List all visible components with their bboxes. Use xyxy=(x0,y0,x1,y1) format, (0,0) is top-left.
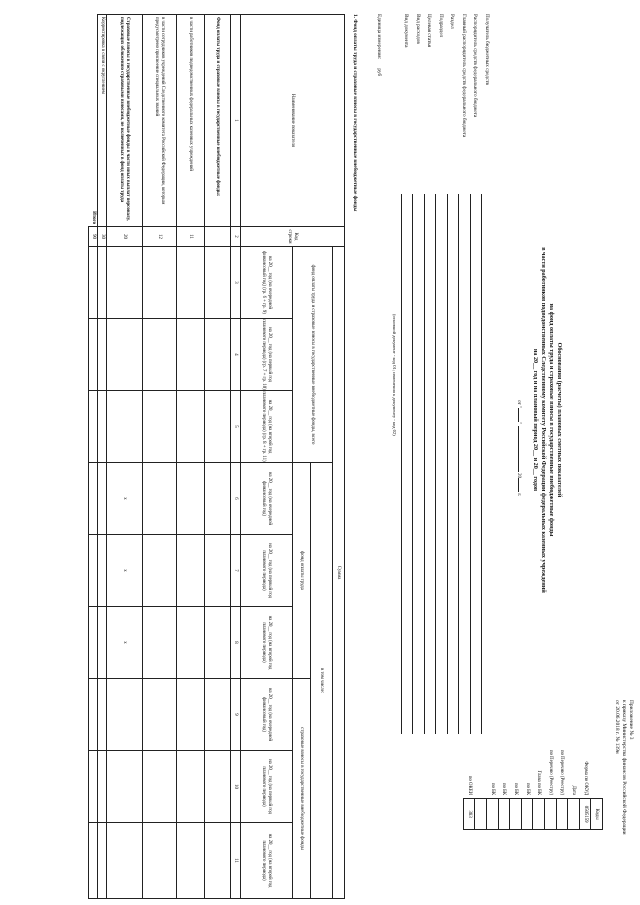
table-row xyxy=(107,15,143,899)
value-cell[interactable] xyxy=(177,679,205,751)
year-header: на 20__ год (на очередной финансовый год) xyxy=(241,463,293,535)
value-cell[interactable] xyxy=(143,463,177,535)
col-number: 10 xyxy=(231,751,241,823)
value-cell[interactable] xyxy=(143,319,177,391)
value-cell[interactable] xyxy=(107,319,143,391)
value-cell[interactable] xyxy=(107,679,143,751)
header-fields xyxy=(392,14,490,734)
code-label: по Перечню (Реестру) xyxy=(547,750,553,796)
title-line: Обоснования (расчеты) плановых сметных показателей xyxy=(556,342,562,498)
date-suffix: г. xyxy=(516,493,522,497)
field-input-line[interactable] xyxy=(470,194,471,734)
value-cell[interactable] xyxy=(107,751,143,823)
appendix-line: от 20.06.2018 г. № 139н xyxy=(614,700,621,754)
value-cell[interactable] xyxy=(98,823,107,899)
header-field xyxy=(421,14,433,734)
field-label: Получатель бюджетных средств xyxy=(484,14,490,85)
col-number: 9 xyxy=(231,679,241,751)
date-year: 20 xyxy=(516,472,522,479)
field-label: Распорядитель средств федерального бюджета xyxy=(472,14,479,118)
header-field xyxy=(456,14,468,734)
field-input-line[interactable] xyxy=(424,194,425,734)
row-name: в части сотрудников учреждений Следственного комитета Российской Федерации, которым предусмотрено присвоение специальных званий xyxy=(143,15,177,227)
field-label: Вид расходов xyxy=(415,14,421,44)
row-code: 11 xyxy=(177,227,205,247)
field-input-line[interactable] xyxy=(482,194,483,734)
row-code: 30 xyxy=(98,227,107,247)
code-label: по Перечню (Реестру) xyxy=(559,750,565,796)
appendix-line: к приказу Министерства финансов Российской Федерации xyxy=(621,700,628,835)
row-code xyxy=(205,227,231,247)
value-cell[interactable] xyxy=(205,679,231,751)
code-label: по БК xyxy=(501,783,507,796)
value-cell[interactable] xyxy=(143,391,177,463)
row-name: в части работников подведомственных федеральных казенных учреждений xyxy=(177,15,205,227)
value-cell[interactable] xyxy=(205,391,231,463)
code-label xyxy=(475,750,487,799)
field-label: Главный распорядитель средств федерального бюджета xyxy=(461,14,467,138)
code-label: Глава по БК xyxy=(536,770,542,796)
appendix-block xyxy=(614,700,634,900)
header-field xyxy=(467,14,479,734)
code-value: 383 xyxy=(463,799,475,830)
col-number: 5 xyxy=(231,391,241,463)
sums-header: Сумма xyxy=(333,247,345,899)
table-row xyxy=(205,15,231,899)
value-cell[interactable] xyxy=(98,751,107,823)
date-line xyxy=(516,400,522,600)
header-field xyxy=(398,14,410,734)
field-label: Подраздел xyxy=(438,14,444,38)
unit-value: руб xyxy=(376,68,382,77)
value-cell[interactable] xyxy=(89,823,98,899)
codes-row xyxy=(568,750,580,830)
value-cell[interactable] xyxy=(98,679,107,751)
group-total-header: фонд оплаты труда и страховые взносы в государственные внебюджетные фонды, всего xyxy=(293,247,333,463)
year-header: на 20__ год (на второй год планового периода) xyxy=(241,823,293,899)
value-cell[interactable] xyxy=(107,247,143,319)
field-label: Целевая статья xyxy=(426,14,433,48)
col-number: 11 xyxy=(231,823,241,899)
year-header: на 20__ год (на второй год планового периода) xyxy=(241,607,293,679)
code-label: Форма по ОКУД xyxy=(582,761,588,796)
field-input-line[interactable] xyxy=(413,194,414,734)
table-row xyxy=(177,15,205,899)
year-header: на 20__ год (на первый год планового периода) xyxy=(241,751,293,823)
row-name: Корректировка в связи с округлением xyxy=(98,15,107,227)
code-label: по ОКЕИ xyxy=(466,775,472,796)
col-number: 8 xyxy=(231,607,241,679)
value-cell[interactable] xyxy=(177,535,205,607)
value-cell[interactable] xyxy=(107,391,143,463)
col-number: 4 xyxy=(231,319,241,391)
value-cell[interactable]: x xyxy=(107,463,143,535)
value-cell[interactable] xyxy=(205,607,231,679)
table-row xyxy=(98,15,107,899)
table-row xyxy=(143,15,177,899)
year-total-header: на 20__ год (на первый год планового периода) (гр. 7 + гр. 10) xyxy=(241,319,293,391)
header-field xyxy=(444,14,456,734)
col-number: 3 xyxy=(231,247,241,319)
value-cell[interactable] xyxy=(143,751,177,823)
code-value xyxy=(521,799,533,830)
year-total-header: на 20__ год (на второй год планового периода) (гр. 8 + гр. 11) xyxy=(241,391,293,463)
value-cell[interactable] xyxy=(177,391,205,463)
value-cell[interactable] xyxy=(107,823,143,899)
codes-row xyxy=(475,750,487,830)
code-value xyxy=(533,799,545,830)
code-value xyxy=(568,799,580,830)
value-cell[interactable] xyxy=(143,823,177,899)
codes-table xyxy=(463,750,603,830)
year-header: на 20__ год (на первый год планового периода) xyxy=(241,535,293,607)
code-value xyxy=(510,799,522,830)
unit-label: Единица измерения: xyxy=(376,14,382,60)
value-cell[interactable]: x xyxy=(107,535,143,607)
value-cell[interactable] xyxy=(89,607,98,679)
code-value xyxy=(475,799,487,830)
table-row xyxy=(89,15,98,899)
title-line: в части работников подведомственных Следственному комитету Российской Федерации федеральных казенных учреждений xyxy=(540,247,547,593)
row-code: 12 xyxy=(143,227,177,247)
code-value xyxy=(498,799,510,830)
year-header: на 20__ год (на очередной финансовый год) xyxy=(241,679,293,751)
value-cell[interactable] xyxy=(98,607,107,679)
value-cell[interactable] xyxy=(143,607,177,679)
title-line: на фонд оплаты труда и страховые взносы в государственные внебюджетные фонды xyxy=(548,303,555,537)
codes-row xyxy=(545,750,557,830)
value-cell[interactable] xyxy=(89,463,98,535)
document-title xyxy=(530,150,562,690)
value-cell[interactable] xyxy=(177,823,205,899)
value-cell[interactable] xyxy=(143,535,177,607)
title-line: на 20__ год и на плановый период 20__ и 20__ годов xyxy=(532,348,539,492)
field-input-line[interactable] xyxy=(459,194,460,734)
main-table xyxy=(88,14,345,899)
value-cell[interactable] xyxy=(205,823,231,899)
codes-row xyxy=(533,750,545,830)
code-label: по БК xyxy=(513,783,519,796)
code-value xyxy=(545,799,557,830)
header-field xyxy=(479,14,491,734)
code-value: 0505159 xyxy=(579,799,591,830)
value-cell[interactable] xyxy=(143,679,177,751)
field-input-line[interactable] xyxy=(447,194,448,734)
code-value xyxy=(556,799,568,830)
section-title: 1. Фонд оплаты труда и страховые взносы в государственные внебюджетные фонды xyxy=(352,14,358,212)
value-cell[interactable] xyxy=(177,319,205,391)
date-prefix: от " xyxy=(516,400,522,409)
value-cell[interactable] xyxy=(143,247,177,319)
value-cell[interactable] xyxy=(177,247,205,319)
value-cell[interactable]: x xyxy=(107,607,143,679)
row-name: Итого xyxy=(90,211,96,224)
value-cell[interactable] xyxy=(89,247,98,319)
group-ins-header: страховые взносы в государственные внебюджетные фонды xyxy=(293,679,311,899)
value-cell[interactable] xyxy=(89,679,98,751)
value-cell[interactable] xyxy=(98,391,107,463)
code-label: Дата xyxy=(571,785,577,796)
row-code: 20 xyxy=(107,227,143,247)
group-wage-header: фонд оплаты труда xyxy=(293,463,311,679)
date-quote: " xyxy=(516,422,522,425)
col-number: 2 xyxy=(231,227,241,247)
field-label: Вид документа xyxy=(403,14,410,48)
codes-row xyxy=(579,750,591,830)
codes-row xyxy=(463,750,475,830)
col-name-header: Наименование показателя xyxy=(241,15,345,227)
col-code-header: Код строки xyxy=(241,227,345,247)
value-cell[interactable] xyxy=(205,463,231,535)
value-cell[interactable] xyxy=(205,751,231,823)
doc-type-note: (основной документ - код 01; изменения к документу - код 02) xyxy=(392,314,397,436)
value-cell[interactable] xyxy=(89,535,98,607)
value-cell[interactable] xyxy=(98,247,107,319)
row-name: Страховые взносы в государственные внебюджетные фонды в части иных выплат персоналу, подлежащих обложению страховыми взносами, не включенных в фонд оплаты труда xyxy=(107,15,143,227)
codes-row xyxy=(487,750,499,830)
col-number: 1 xyxy=(231,15,241,227)
code-label: по БК xyxy=(524,783,530,796)
codes-row xyxy=(498,750,510,830)
incl-header: в том числе: xyxy=(311,463,333,899)
code-value xyxy=(487,799,499,830)
codes-row xyxy=(556,750,568,830)
unit-row xyxy=(376,14,382,76)
value-cell[interactable] xyxy=(205,319,231,391)
row-code: 90 xyxy=(89,227,98,247)
value-cell[interactable] xyxy=(89,751,98,823)
header-field xyxy=(433,14,445,734)
codes-row xyxy=(521,750,533,830)
appendix-line: Приложение № 3 xyxy=(628,700,634,740)
codes-row xyxy=(510,750,522,830)
value-cell[interactable] xyxy=(89,391,98,463)
codes-header: Коды xyxy=(591,799,603,830)
row-name: Фонд оплаты труда и страховые взносы в государственные внебюджетные фонды: xyxy=(205,15,231,227)
value-cell[interactable] xyxy=(177,607,205,679)
value-cell[interactable] xyxy=(177,463,205,535)
field-label: Раздел xyxy=(449,14,456,29)
value-cell[interactable] xyxy=(98,463,107,535)
value-cell[interactable] xyxy=(89,319,98,391)
value-cell[interactable] xyxy=(98,535,107,607)
field-input-line[interactable] xyxy=(436,194,437,734)
value-cell[interactable] xyxy=(177,751,205,823)
header-field xyxy=(410,14,422,734)
col-number: 7 xyxy=(231,535,241,607)
code-label: по БК xyxy=(489,783,495,796)
col-number: 6 xyxy=(231,463,241,535)
value-cell[interactable] xyxy=(98,319,107,391)
value-cell[interactable] xyxy=(205,535,231,607)
year-total-header: на 20__ год (на очередной финансовый год) (гр. 6 + гр. 9) xyxy=(241,247,293,319)
value-cell[interactable] xyxy=(205,247,231,319)
field-input-line[interactable] xyxy=(401,194,402,734)
